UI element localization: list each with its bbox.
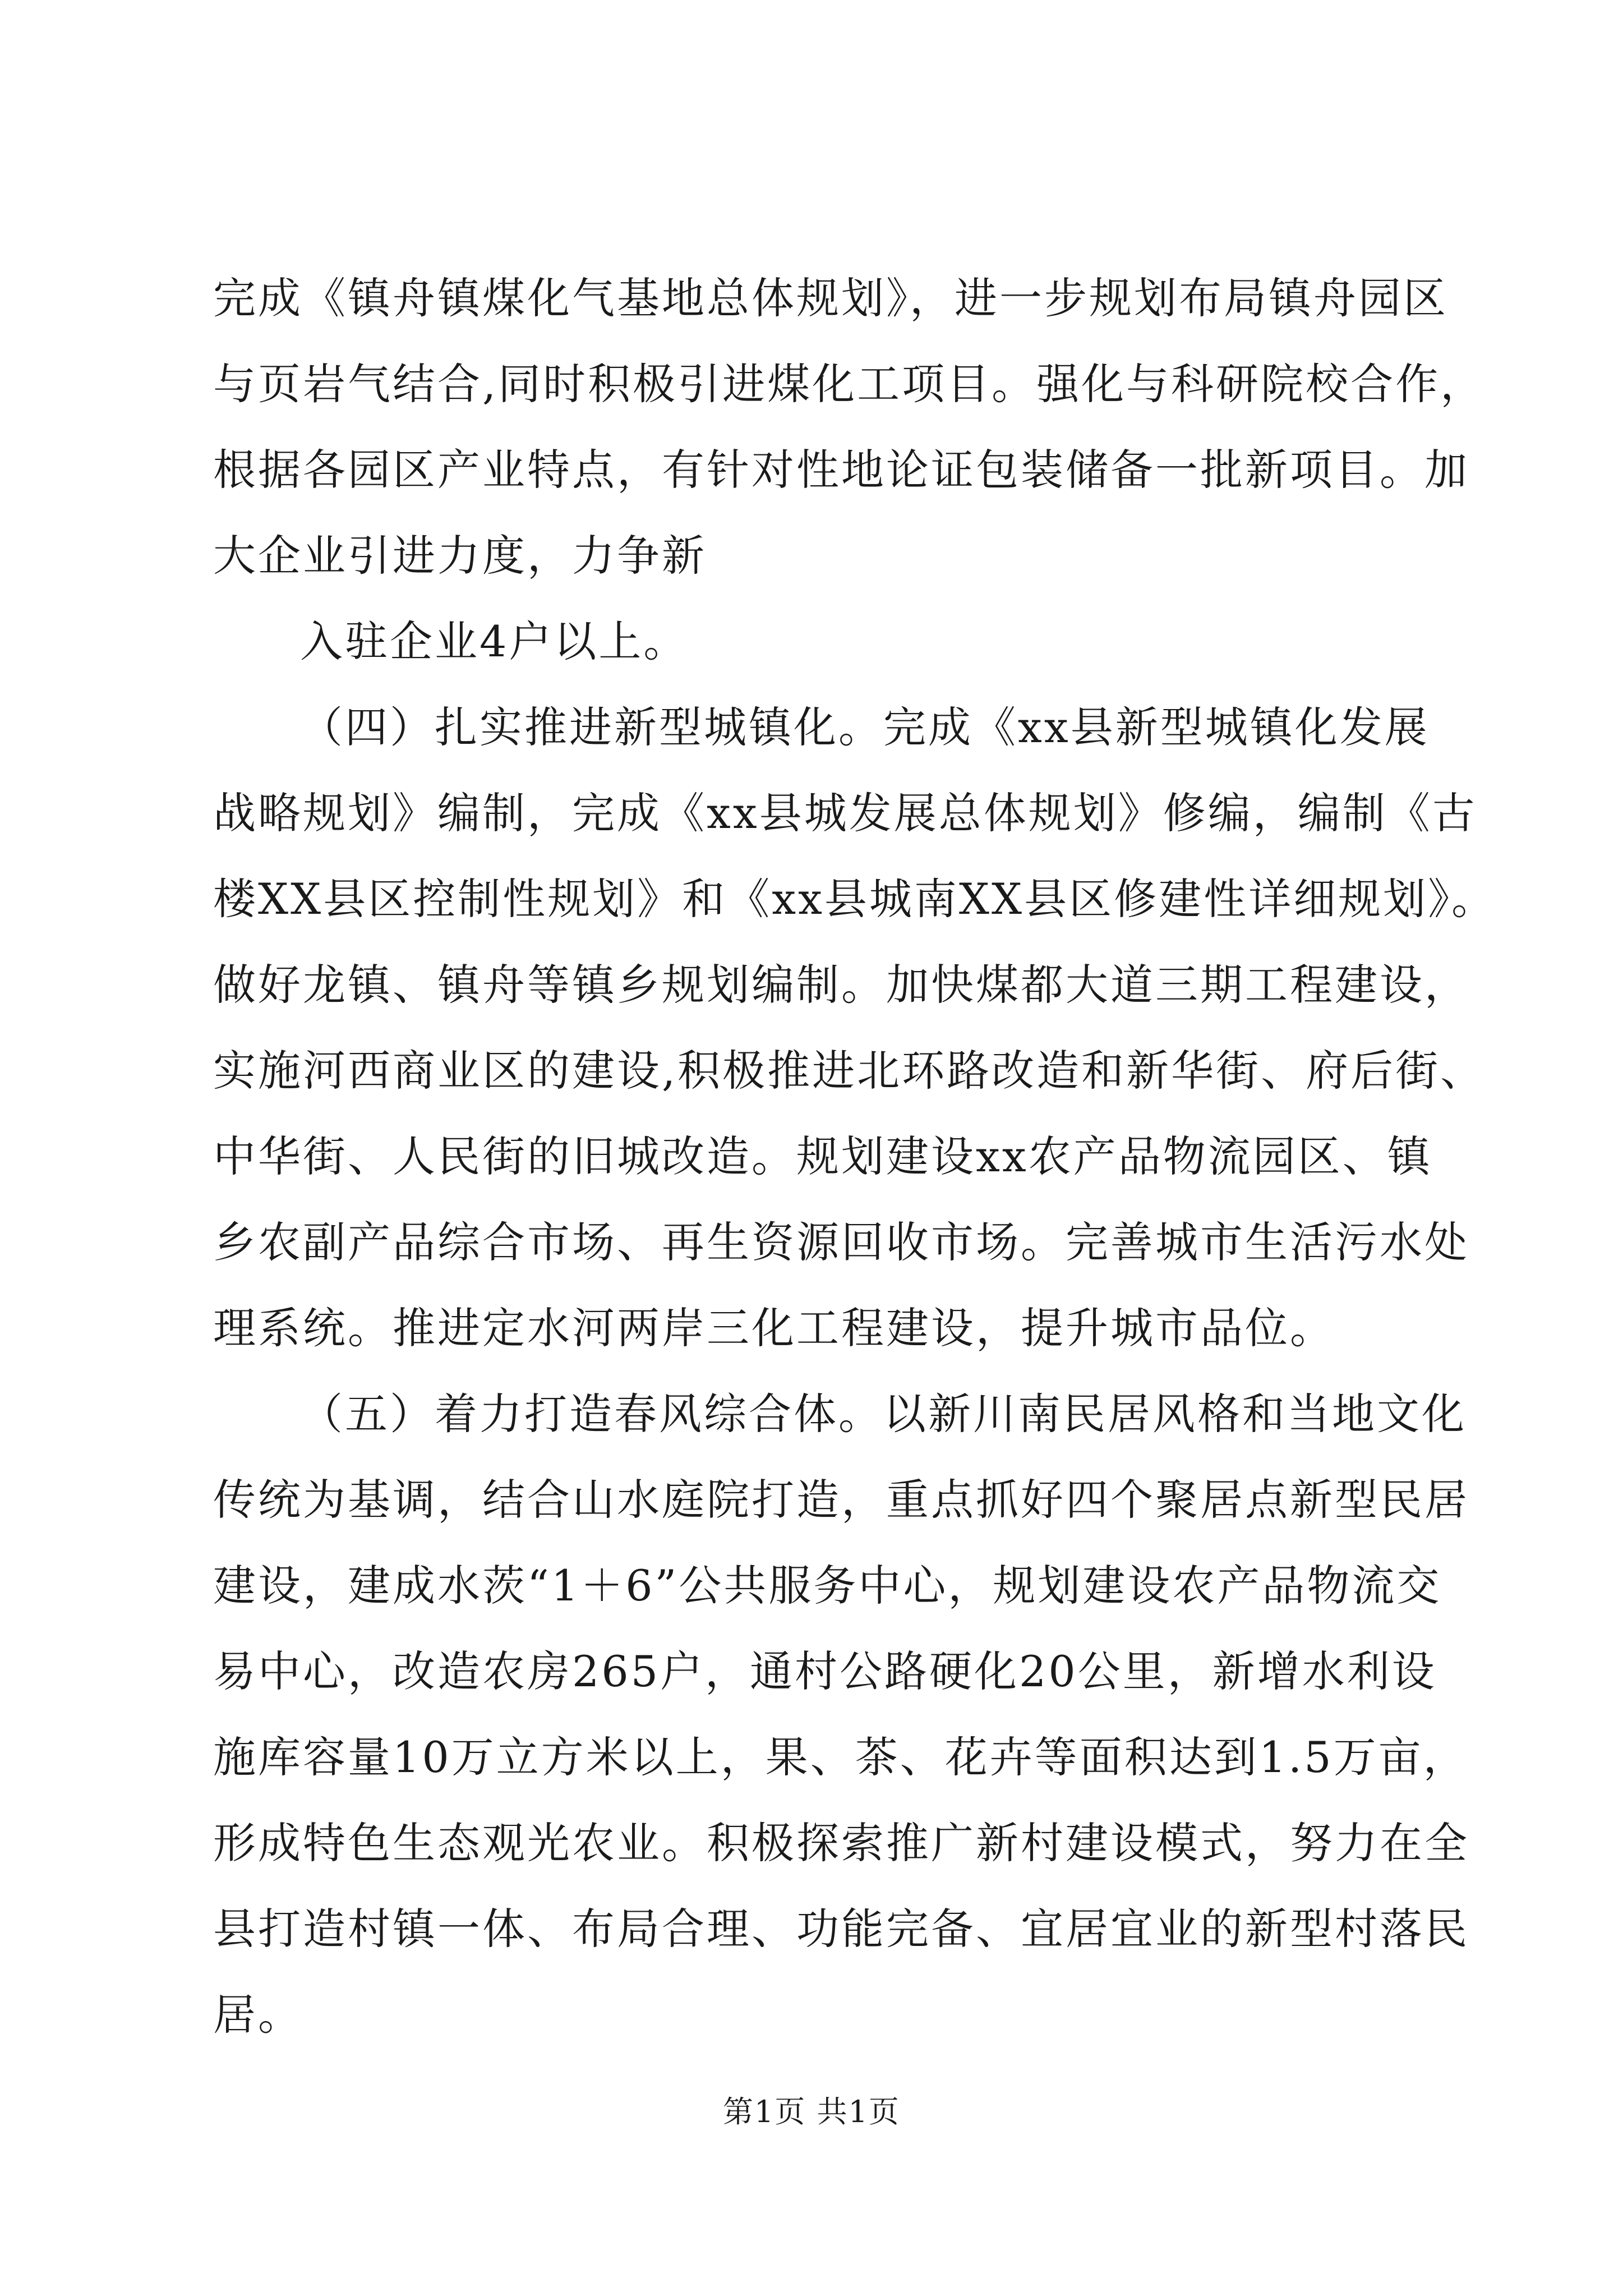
body-line: 实施河西商业区的建设,积极推进北环路改造和新华街、府后街、: [213, 1046, 1486, 1096]
body-line: 理系统。推进定水河两岸三化工程建设，提升城市品位。: [213, 1303, 1335, 1353]
body-line: 战略规划》编制，完成《xx县城发展总体规划》修编，编制《古: [213, 788, 1477, 838]
body-line: 乡农副产品综合市场、再生资源回收市场。完善城市生活污水处: [213, 1217, 1469, 1267]
body-line: 做好龙镇、镇舟等镇乡规划编制。加快煤都大道三期工程建设，: [213, 960, 1469, 1010]
body-line: 中华街、人民街的旧城改造。规划建设xx农产品物流园区、镇: [213, 1131, 1432, 1181]
page-number-footer: 第1页 共1页: [723, 2094, 900, 2129]
body-line: 易中心，改造农房265户，通村公路硬化20公里，新增水利设: [213, 1646, 1437, 1696]
body-line: 与页岩气结合,同时积极引进煤化工项目。强化与科研院校合作，: [213, 359, 1486, 409]
body-line: 入驻企业4户以上。: [300, 616, 689, 666]
body-line: 施库容量10万立方米以上，果、茶、花卉等面积达到1.5万亩，: [213, 1732, 1468, 1782]
body-line: 建设，建成水茨“1＋6”公共服务中心，规划建设农产品物流交: [213, 1561, 1442, 1611]
body-line: 楼XX县区控制性规划》和《xx县城南XX县区修建性详细规划》。: [213, 874, 1497, 924]
body-line: 居。: [213, 1990, 303, 2040]
body-line: 完成《镇舟镇煤化气基地总体规划》，进一步规划布局镇舟园区: [213, 273, 1448, 323]
body-line: 大企业引进力度，力争新: [213, 531, 707, 581]
body-line: 县打造村镇一体、布局合理、功能完备、宜居宜业的新型村落民: [213, 1904, 1469, 1954]
section-heading-line: （五）着力打造春风综合体。以新川南民居风格和当地文化: [300, 1389, 1467, 1439]
body-line: 传统为基调，结合山水庭院打造，重点抓好四个聚居点新型民居: [213, 1475, 1469, 1525]
document-body: [213, 255, 1497, 2058]
section-heading-line: （四）扎实推进新型城镇化。完成《xx县新型城镇化发展: [300, 702, 1430, 752]
body-line: 形成特色生态观光农业。积极探索推广新村建设模式，努力在全: [213, 1818, 1469, 1868]
body-line: 根据各园区产业特点，有针对性地论证包装储备一批新项目。加: [213, 445, 1469, 495]
